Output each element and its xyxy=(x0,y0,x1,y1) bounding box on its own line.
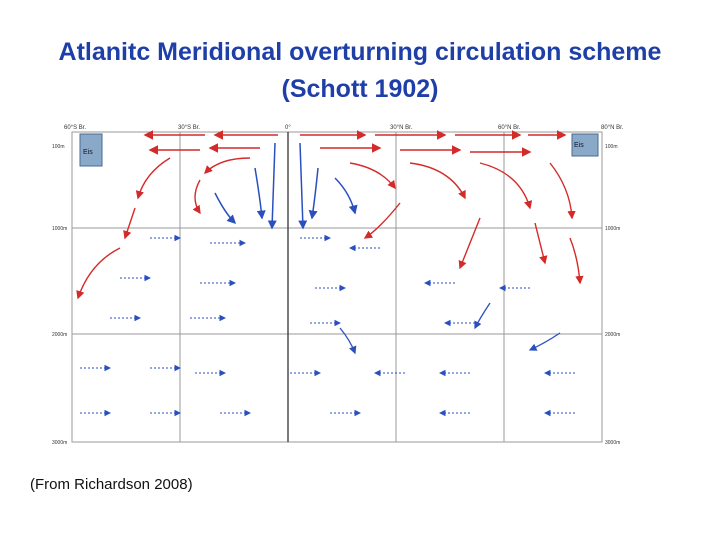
ice-label-north: Eis xyxy=(574,142,584,149)
equatorial-flows xyxy=(215,143,355,228)
southern-cell-arrow xyxy=(78,248,120,298)
deep-flows xyxy=(80,238,575,413)
depth-label-left: 3000m xyxy=(52,440,68,446)
northern-cell-arrow xyxy=(535,223,545,263)
southern-cell-arrow xyxy=(195,180,200,213)
lat-label: 60°S Br. xyxy=(64,125,87,131)
source-caption: (From Richardson 2008) xyxy=(30,476,193,493)
deep-slant-flows xyxy=(340,303,560,353)
depth-label-left: 100m xyxy=(52,144,65,150)
surface-flows xyxy=(145,135,565,152)
deep-slant-arrow xyxy=(475,303,490,328)
depth-label-left: 2000m xyxy=(52,332,68,338)
southern-cell-arrow xyxy=(125,208,135,238)
depth-label-right: 1000m xyxy=(605,226,621,232)
lat-label: 30°S Br. xyxy=(178,125,201,131)
northern-cell-arrow xyxy=(365,203,400,238)
southern-cell-arrow xyxy=(138,158,170,198)
lat-label: 0° xyxy=(285,125,291,131)
diagram-frame xyxy=(72,132,602,442)
equatorial-flow-arrow xyxy=(312,168,318,218)
lat-label: 30°N Br. xyxy=(390,125,413,131)
southern-cell-arrow xyxy=(205,158,250,173)
ice-label-south: Eis xyxy=(83,149,93,156)
equatorial-flow-arrow xyxy=(215,193,235,223)
equatorial-flow-arrow xyxy=(272,143,275,228)
title-line-2: (Schott 1902) xyxy=(281,75,439,103)
depth-labels xyxy=(52,144,620,446)
deep-slant-arrow xyxy=(340,328,355,353)
slide-title xyxy=(0,34,720,108)
lat-label: 60°N Br. xyxy=(498,125,521,131)
diagram-svg xyxy=(50,118,624,448)
depth-label-right: 2000m xyxy=(605,332,621,338)
equatorial-flow-arrow xyxy=(255,168,262,218)
depth-label-right: 100m xyxy=(605,144,618,150)
northern-cell-arrow xyxy=(410,163,465,198)
deep-slant-arrow xyxy=(530,333,560,350)
northern-cell-arrow xyxy=(480,163,530,208)
depth-label-left: 1000m xyxy=(52,226,68,232)
northern-cell xyxy=(350,163,580,283)
lat-label: 80°N Br. xyxy=(601,125,624,131)
northern-cell-arrow xyxy=(570,238,580,283)
depth-label-right: 3000m xyxy=(605,440,621,446)
northern-cell-arrow xyxy=(460,218,480,268)
equatorial-flow-arrow xyxy=(300,143,303,228)
latitude-labels xyxy=(64,125,624,131)
equatorial-flow-arrow xyxy=(335,178,355,213)
northern-cell-arrow xyxy=(550,163,572,218)
title-line-1: Atlanitc Meridional overturning circulation scheme xyxy=(58,38,662,66)
northern-cell-arrow xyxy=(350,163,395,188)
grid xyxy=(72,132,602,442)
overturning-diagram xyxy=(50,118,624,448)
